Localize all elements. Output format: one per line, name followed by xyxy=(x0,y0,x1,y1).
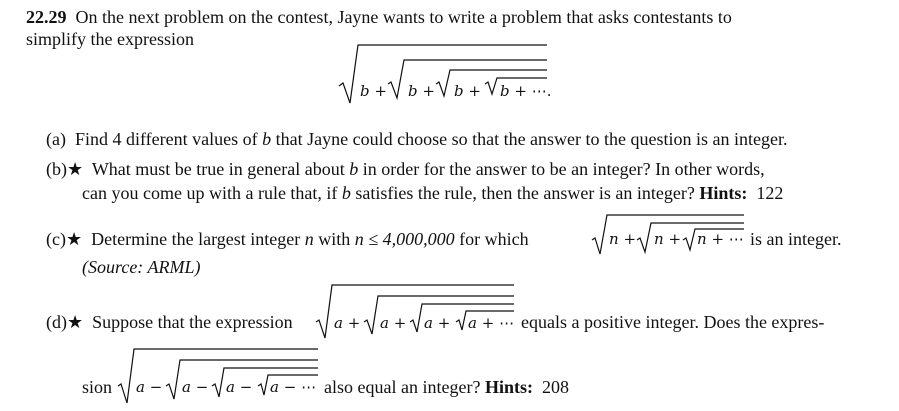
part-b-var: b xyxy=(349,159,359,179)
c-term-2-var: n xyxy=(654,230,664,248)
d1-term-1-var: a xyxy=(334,314,343,332)
d1-term-3 xyxy=(424,314,450,332)
part-c-line1 xyxy=(46,228,529,250)
part-d-line2-pre: sion xyxy=(82,377,113,397)
part-d-hints-value: 208 xyxy=(541,377,569,397)
part-a-text-pre: Find 4 different values of xyxy=(74,129,263,149)
d2-term-2-var: a xyxy=(182,378,191,396)
d1-term-4-plus: + ⋯ xyxy=(481,314,515,332)
main-term-3 xyxy=(454,82,481,100)
part-c-source: (Source: ARML) xyxy=(82,257,201,277)
part-b-var-2: b xyxy=(341,183,351,203)
part-c-text-post: is an integer. xyxy=(750,229,842,249)
main-term-2-plus: + xyxy=(422,82,435,100)
part-d-line1-post: equals a positive integer. Does the expres- xyxy=(521,312,825,332)
part-b-hints-value: 122 xyxy=(756,183,784,203)
part-b-line2-pre: can you come up with a rule that, if xyxy=(82,183,342,203)
main-term-2-var: b xyxy=(408,82,418,100)
part-c-text-pre: Determine the largest integer xyxy=(91,229,305,249)
main-term-3-var: b xyxy=(454,82,464,100)
c-term-3 xyxy=(697,230,744,248)
d1-term-2-var: a xyxy=(380,314,389,332)
part-d-hints-label: Hints: xyxy=(484,377,533,397)
d2-term-1-var: a xyxy=(136,378,145,396)
part-d-line2-post: also equal an integer? xyxy=(324,377,485,397)
d1-term-1 xyxy=(334,314,360,332)
d2-term-1 xyxy=(136,378,162,396)
d2-term-3 xyxy=(226,378,252,396)
problem-intro-line1 xyxy=(26,6,732,28)
main-term-4 xyxy=(500,82,552,100)
part-d-line2 xyxy=(324,376,569,398)
d2-term-4-minus: − ⋯ xyxy=(283,378,317,396)
main-term-4-var: b xyxy=(500,82,510,100)
d1-term-3-var: a xyxy=(424,314,433,332)
d2-term-3-minus: − xyxy=(239,378,253,396)
c-term-2 xyxy=(654,230,681,248)
c-term-2-plus: + xyxy=(668,230,682,248)
main-term-3-plus: + xyxy=(468,82,481,100)
d1-term-4 xyxy=(468,314,514,332)
part-c-ineq: n ≤ 4,000,000 xyxy=(354,229,455,249)
part-c-label: (c)★ xyxy=(46,229,83,249)
part-a-var: b xyxy=(262,129,272,149)
d1-term-2 xyxy=(380,314,406,332)
part-a-label: (a) xyxy=(46,129,66,149)
d1-term-1-plus: + xyxy=(347,314,361,332)
c-term-1-plus: + xyxy=(623,230,637,248)
part-b-line2 xyxy=(82,182,783,204)
d1-term-3-plus: + xyxy=(437,314,451,332)
part-b-label: (b)★ xyxy=(46,159,84,179)
d2-term-1-minus: − xyxy=(149,378,163,396)
part-d-line1-pre: Suppose that the expression xyxy=(92,312,293,332)
problem-intro-line2 xyxy=(26,28,194,50)
main-term-4-plus: + xyxy=(514,82,527,100)
part-c-text-mid2: for which xyxy=(454,229,529,249)
part-b-line1-pre: What must be true in general about xyxy=(91,159,350,179)
main-expression xyxy=(360,82,387,100)
part-c-var: n xyxy=(304,229,314,249)
part-b-line2-mid: satisfies the rule, then the answer is an integer? xyxy=(350,183,700,203)
part-a-text-post: that Jayne could choose so that the answer to the question is an integer. xyxy=(271,129,788,149)
problem-number: 22.29 xyxy=(26,7,67,27)
main-term-1-var: b xyxy=(360,82,370,100)
intro-text-2: simplify the expression xyxy=(26,29,194,49)
c-term-1 xyxy=(609,230,636,248)
c-term-3-plus: + ⋯ xyxy=(711,230,744,248)
part-b-hints-label: Hints: xyxy=(699,183,748,203)
d2-term-2 xyxy=(182,378,208,396)
d2-term-4-var: a xyxy=(270,378,279,396)
part-a xyxy=(46,128,788,150)
part-b-line1-post: in order for the answer to be an integer? In other words, xyxy=(358,159,765,179)
d2-term-4 xyxy=(270,378,316,396)
main-term-2 xyxy=(408,82,435,100)
d2-term-3-var: a xyxy=(226,378,235,396)
intro-text-1: On the next problem on the contest, Jayne wants to write a problem that asks contestants to xyxy=(75,7,732,27)
d1-term-2-plus: + xyxy=(393,314,407,332)
d1-term-4-var: a xyxy=(468,314,477,332)
main-term-1-plus: + xyxy=(374,82,387,100)
part-b-line1 xyxy=(46,158,765,180)
part-c-text-mid: with xyxy=(313,229,355,249)
c-term-1-var: n xyxy=(609,230,619,248)
part-d-label: (d)★ xyxy=(46,312,84,332)
c-term-3-var: n xyxy=(697,230,707,248)
part-d-line1 xyxy=(46,311,293,333)
d2-term-2-minus: − xyxy=(195,378,209,396)
main-dots: ⋯. xyxy=(531,82,552,100)
